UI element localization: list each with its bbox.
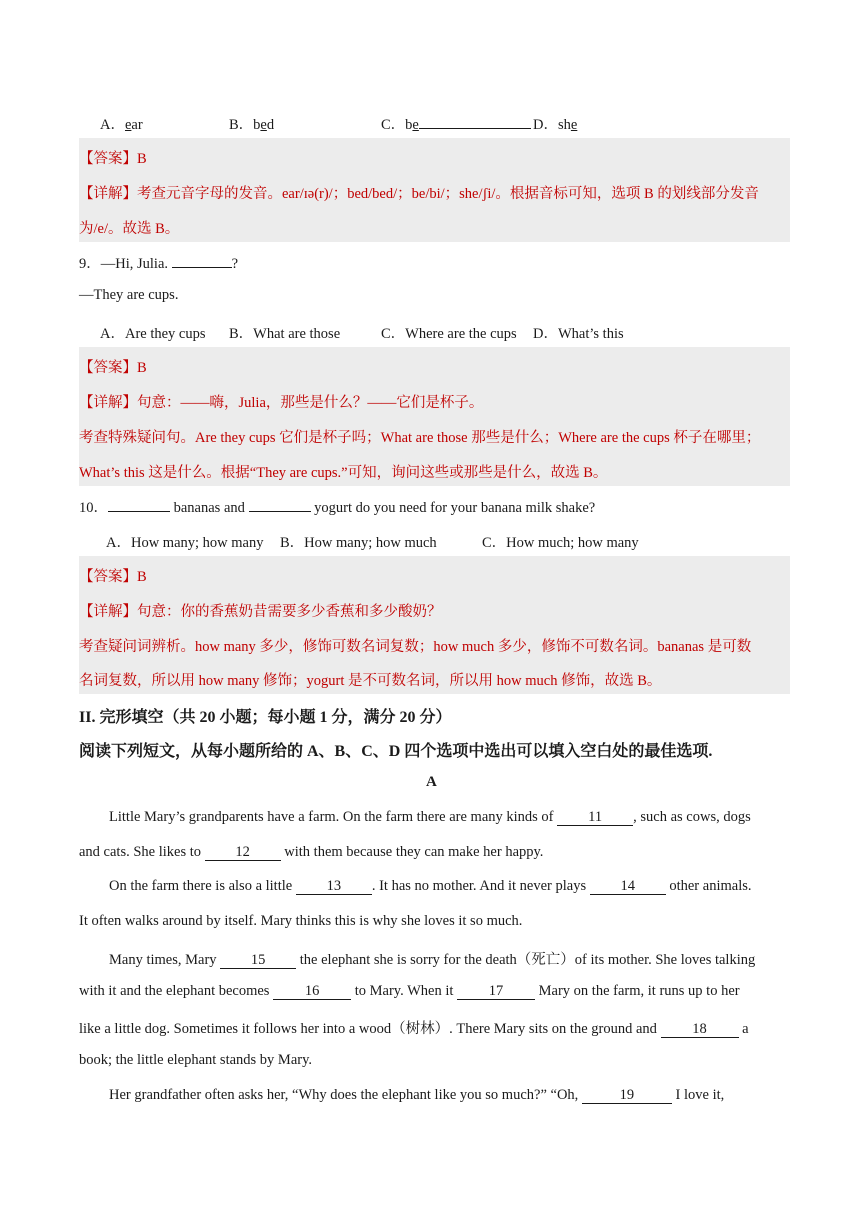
q10-detail-line-3: 名词复数，所以用 how many 修饰；yogurt 是不可数名词，所以用 how much 修饰，故选 B。 — [79, 673, 662, 689]
blank-14[interactable]: 14 — [590, 879, 666, 895]
q9-stem: 9．—Hi, Julia. ? — [79, 256, 239, 272]
passage-p3-line-2: with it and the elephant becomes 16 to Mary. When it 17 Mary on the farm, it runs up to her — [79, 983, 740, 999]
q10-detail-line-1: 【详解】句意：你的香蕉奶昔需要多少香蕉和多少酸奶？ — [79, 604, 442, 620]
passage-p4-line-1: Her grandfather often asks her, “Why does the elephant like you so much?” “Oh, 19 I love it, — [109, 1087, 725, 1103]
passage-p3-line-4: book; the little elephant stands by Mary. — [79, 1052, 313, 1068]
q10-stem: 10． bananas and yogurt do you need for your banana milk shake? — [79, 500, 596, 516]
blank-18[interactable]: 18 — [661, 1022, 739, 1038]
q9-answer: 【答案】B — [79, 360, 147, 376]
q9-reply: —They are cups. — [79, 287, 179, 303]
q10-detail-line-2: 考查疑问词辨析。how many 多少，修饰可数名词复数；how much 多少，修饰不可数名词。bananas 是可数 — [79, 639, 752, 655]
section-title: II. 完形填空（共 20 小题；每小题 1 分，满分 20 分） — [79, 709, 452, 726]
q8-answer: 【答案】B — [79, 151, 147, 167]
q9-option-a: A．Are they cups — [100, 326, 206, 342]
q8-detail-line-1: 【详解】考查元音字母的发音。ear/ɪə(r)/；bed/bed/；be/bi/；she/ʃi/。根据音标可知，选项 B 的划线部分发音 — [79, 186, 759, 202]
section-instruction: 阅读下列短文，从每小题所给的 A、B、C、D 四个选项中选出可以填入空白处的最佳选项. — [79, 743, 713, 760]
q9-option-b: B．What are those — [229, 326, 341, 342]
blank-11[interactable]: 11 — [557, 810, 633, 826]
passage-p2-line-1: On the farm there is also a little 13 . It has no mother. And it never plays 14 other animals. — [109, 878, 752, 894]
passage-p3-line-1: Many times, Mary 15 the elephant she is sorry for the death（死亡）of its mother. She loves talking — [109, 952, 756, 968]
blank-12[interactable]: 12 — [205, 845, 281, 861]
q8-option-c: C．be — [381, 113, 531, 134]
blank-16[interactable]: 16 — [273, 984, 351, 1000]
passage-p1-line-2: and cats. She likes to 12 with them because they can make her happy. — [79, 844, 544, 860]
blank-17[interactable]: 17 — [457, 984, 535, 1000]
q8-option-d: D．she — [533, 117, 578, 133]
q8-option-a: A．ear — [100, 117, 143, 133]
q10-option-b: B．How many; how much — [280, 535, 437, 551]
q9-option-d: D．What’s this — [533, 326, 624, 342]
q10-option-c: C．How much; how many — [482, 535, 639, 551]
q8-option-b: B．bed — [229, 117, 275, 133]
q9-detail-line-3: What’s this 这是什么。根据“They are cups.”可知，询问这些或那些是什么，故选 B。 — [79, 465, 608, 481]
blank-19[interactable]: 19 — [582, 1088, 672, 1104]
q9-detail-line-2: 考查特殊疑问句。Are they cups 它们是杯子吗；What are those 那些是什么；Where are the cups 杯子在哪里； — [79, 430, 761, 446]
passage-p2-line-2: It often walks around by itself. Mary thinks this is why she loves it so much. — [79, 913, 523, 929]
q9-detail-line-1: 【详解】句意：——嗨，Julia，那些是什么？——它们是杯子。 — [79, 395, 484, 411]
q10-option-a: A．How many; how many — [106, 535, 264, 551]
q10-answer: 【答案】B — [79, 569, 147, 585]
q8-detail-line-2: 为/e/。故选 B。 — [79, 221, 180, 237]
passage-p3-line-3: like a little dog. Sometimes it follows her into a wood（树林）. There Mary sits on the ground and 18 a — [79, 1021, 749, 1037]
blank-13[interactable]: 13 — [296, 879, 372, 895]
passage-p1-line-1: Little Mary’s grandparents have a farm. On the farm there are many kinds of 11 , such as cows, dogs — [109, 809, 751, 825]
passage-label: A — [426, 774, 437, 790]
blank-15[interactable]: 15 — [220, 953, 296, 969]
q9-option-c: C．Where are the cups — [381, 326, 517, 342]
